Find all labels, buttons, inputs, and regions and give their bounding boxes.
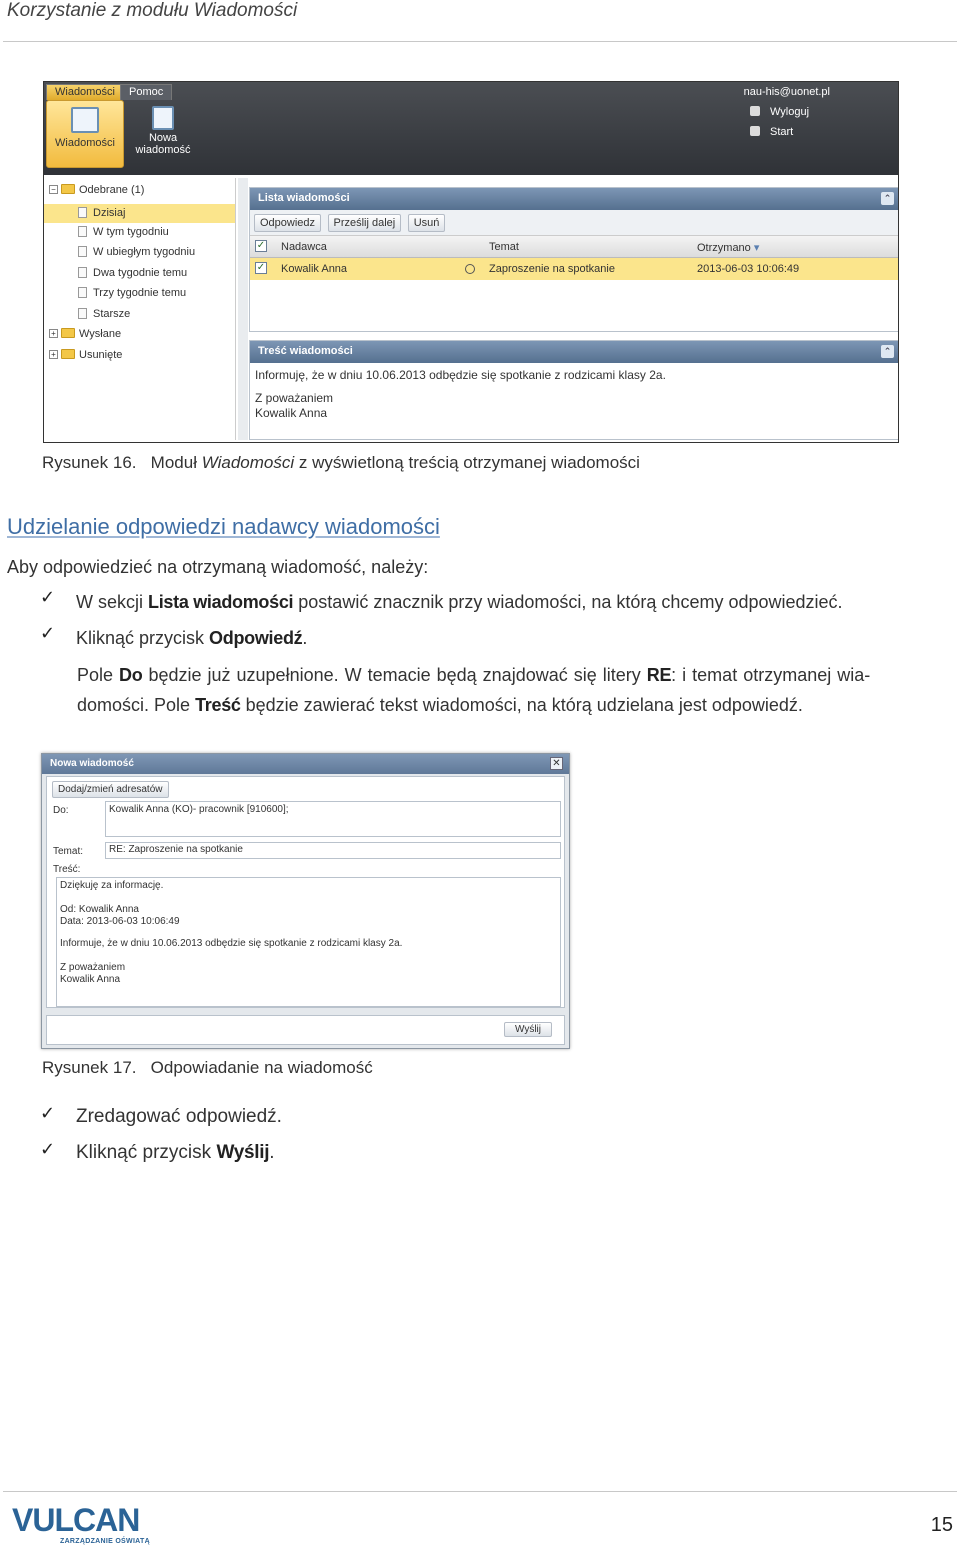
logout-link[interactable]: Wyloguj	[750, 106, 809, 118]
delete-button[interactable]: Usuń	[408, 214, 446, 232]
column-received[interactable]: Otrzymano ▾	[697, 242, 760, 254]
message-body	[250, 363, 898, 426]
folder-tree	[44, 178, 236, 440]
tree-item-three-weeks[interactable]: Trzy tygodnie temu	[78, 287, 186, 299]
body-line: Z poważaniem	[60, 962, 126, 973]
add-recipients-button[interactable]: Dodaj/zmień adresatów	[52, 781, 169, 798]
page-icon	[78, 226, 87, 237]
page-icon	[78, 246, 87, 257]
checklist-item: ✓	[40, 587, 56, 607]
subject-label: Temat:	[53, 846, 84, 857]
dialog-body	[46, 776, 565, 1008]
tree-item-deleted[interactable]: + Usunięte	[49, 349, 122, 361]
body-field[interactable]	[56, 877, 561, 1007]
collapse-icon[interactable]: −	[49, 185, 58, 194]
figure-caption-16: Rysunek 16. Moduł Wiadomości z wyświetloną treścią otrzymanej wiadomości	[42, 453, 640, 472]
figure-caption-17: Rysunek 17. Odpowiadanie na wiadomość	[42, 1058, 373, 1077]
start-link[interactable]: Start	[750, 126, 793, 138]
tree-item-inbox[interactable]: − Odebrane (1)	[49, 184, 144, 196]
intro-text: Aby odpowiedzieć na otrzymaną wiadomość, należy:	[7, 557, 429, 577]
dialog-footer	[46, 1015, 565, 1045]
page-icon	[78, 287, 87, 298]
reply-button[interactable]: Odpowiedz	[254, 214, 321, 232]
step-2: Kliknąć przycisk Odpowiedź.	[76, 628, 308, 648]
envelope-icon	[71, 107, 99, 133]
vulcan-logo: VULCAN	[12, 1502, 140, 1538]
body-line: Informuje, że w dniu 10.06.2013 odbędzie się spotkanie z rodzicami klasy 2a.	[60, 938, 403, 949]
message-line: Informuję, że w dniu 10.06.2013 odbędzie się spotkanie z rodzicami klasy 2a.	[255, 368, 666, 382]
expand-icon[interactable]: +	[49, 329, 58, 338]
new-document-icon	[152, 106, 174, 130]
ribbon-new-label-1: Nowa	[148, 132, 178, 144]
figure-new-message-dialog	[41, 753, 570, 1049]
send-button[interactable]: Wyślij	[504, 1022, 552, 1037]
collapse-icon[interactable]: ⌃	[881, 345, 894, 358]
forward-button[interactable]: Prześlij dalej	[328, 214, 402, 232]
tree-item-this-week[interactable]: W tym tygodniu	[78, 226, 169, 238]
message-list-header: Lista wiadomości ⌃	[250, 188, 898, 210]
figure-messages-module	[43, 81, 899, 443]
collapse-icon[interactable]: ⌃	[881, 192, 894, 205]
row-subject: Zaproszenie na spotkanie	[489, 263, 615, 275]
table-row[interactable]	[250, 258, 898, 280]
body-label: Treść:	[53, 864, 81, 875]
paragraph-line-1: Pole Do będzie już uzupełnione. W temacie będą znajdować się litery RE: i temat otrzymanej wia-	[77, 665, 871, 685]
ribbon-messages-button[interactable]	[46, 100, 124, 168]
message-content-panel	[249, 340, 899, 440]
dialog-title-bar: Nowa wiadomość ✕	[42, 754, 569, 774]
row-checkbox[interactable]: ✓	[256, 262, 266, 273]
vulcan-logo-subtitle: ZARZĄDZANIE OŚWIATĄ	[60, 1538, 150, 1545]
folder-icon	[61, 328, 75, 338]
tree-item-older[interactable]: Starsze	[78, 308, 130, 320]
body-line: Dziękuję za informację.	[60, 880, 164, 891]
section-title: Udzielanie odpowiedzi nadawcy wiadomości	[7, 514, 440, 539]
tree-item-today[interactable]: Dzisiaj	[44, 204, 235, 223]
step-1: W sekcji Lista wiadomości postawić znacznik przy wiadomości, na którą chcemy odpowiedzieć.	[76, 592, 843, 612]
expand-icon[interactable]: +	[49, 350, 58, 359]
page-header-title: Korzystanie z modułu Wiadomości	[7, 0, 298, 21]
step-4: Kliknąć przycisk Wyślij.	[76, 1142, 275, 1163]
lock-icon	[750, 106, 760, 116]
info-icon	[465, 264, 475, 274]
tree-item-two-weeks[interactable]: Dwa tygodnie temu	[78, 267, 187, 279]
page-number: 15	[930, 1514, 953, 1536]
select-all-checkbox[interactable]: ✓	[256, 240, 266, 251]
subject-field[interactable]: RE: Zaproszenie na spotkanie	[105, 842, 561, 859]
page-icon	[78, 207, 87, 218]
checklist-item: ✓	[40, 623, 56, 643]
close-icon[interactable]: ✕	[550, 757, 563, 770]
message-content-header: Treść wiadomości ⌃	[250, 341, 898, 363]
message-list-panel	[249, 187, 899, 332]
message-list-toolbar	[250, 210, 898, 236]
column-subject[interactable]: Temat	[489, 241, 519, 253]
home-icon	[750, 126, 760, 136]
tree-item-sent[interactable]: + Wysłane	[49, 328, 121, 340]
paragraph-line-2: domości. Pole Treść będzie zawierać tekst wiadomości, na którą udzielana jest odpowiedź.	[77, 695, 803, 715]
checklist-item: ✓	[40, 1103, 56, 1123]
to-label: Do:	[53, 805, 69, 816]
step-3: Zredagować odpowiedź.	[76, 1106, 282, 1127]
tab-help[interactable]: Pomoc	[120, 84, 172, 100]
row-sender: Kowalik Anna	[281, 263, 348, 275]
tab-messages[interactable]: Wiadomości	[46, 84, 124, 100]
column-sender[interactable]: Nadawca	[281, 241, 327, 253]
header-rule	[3, 41, 957, 42]
ribbon-new-message-button[interactable]	[124, 100, 202, 168]
user-email: nau-his@uonet.pl	[743, 86, 830, 98]
folder-icon	[61, 349, 75, 359]
message-line: Kowalik Anna	[255, 406, 328, 420]
row-received: 2013-06-03 10:06:49	[697, 263, 800, 275]
grid-header	[250, 236, 898, 258]
ribbon-messages-label: Wiadomości	[55, 137, 115, 149]
folder-icon	[61, 184, 75, 194]
splitter[interactable]	[238, 178, 248, 440]
ribbon-new-label-2: wiadomość	[135, 144, 191, 156]
body-line: Data: 2013-06-03 10:06:49	[60, 916, 180, 927]
tree-item-last-week[interactable]: W ubiegłym tygodniu	[78, 246, 195, 258]
app-ribbon	[44, 82, 899, 175]
body-line: Od: Kowalik Anna	[60, 904, 139, 915]
message-line: Z poważaniem	[255, 391, 334, 405]
body-line: Kowalik Anna	[60, 974, 121, 985]
page-icon	[78, 308, 87, 319]
footer-rule	[3, 1491, 957, 1492]
page-icon	[78, 267, 87, 278]
to-field[interactable]: Kowalik Anna (KO)- pracownik [910600];	[105, 801, 561, 837]
checklist-item: ✓	[40, 1139, 56, 1159]
